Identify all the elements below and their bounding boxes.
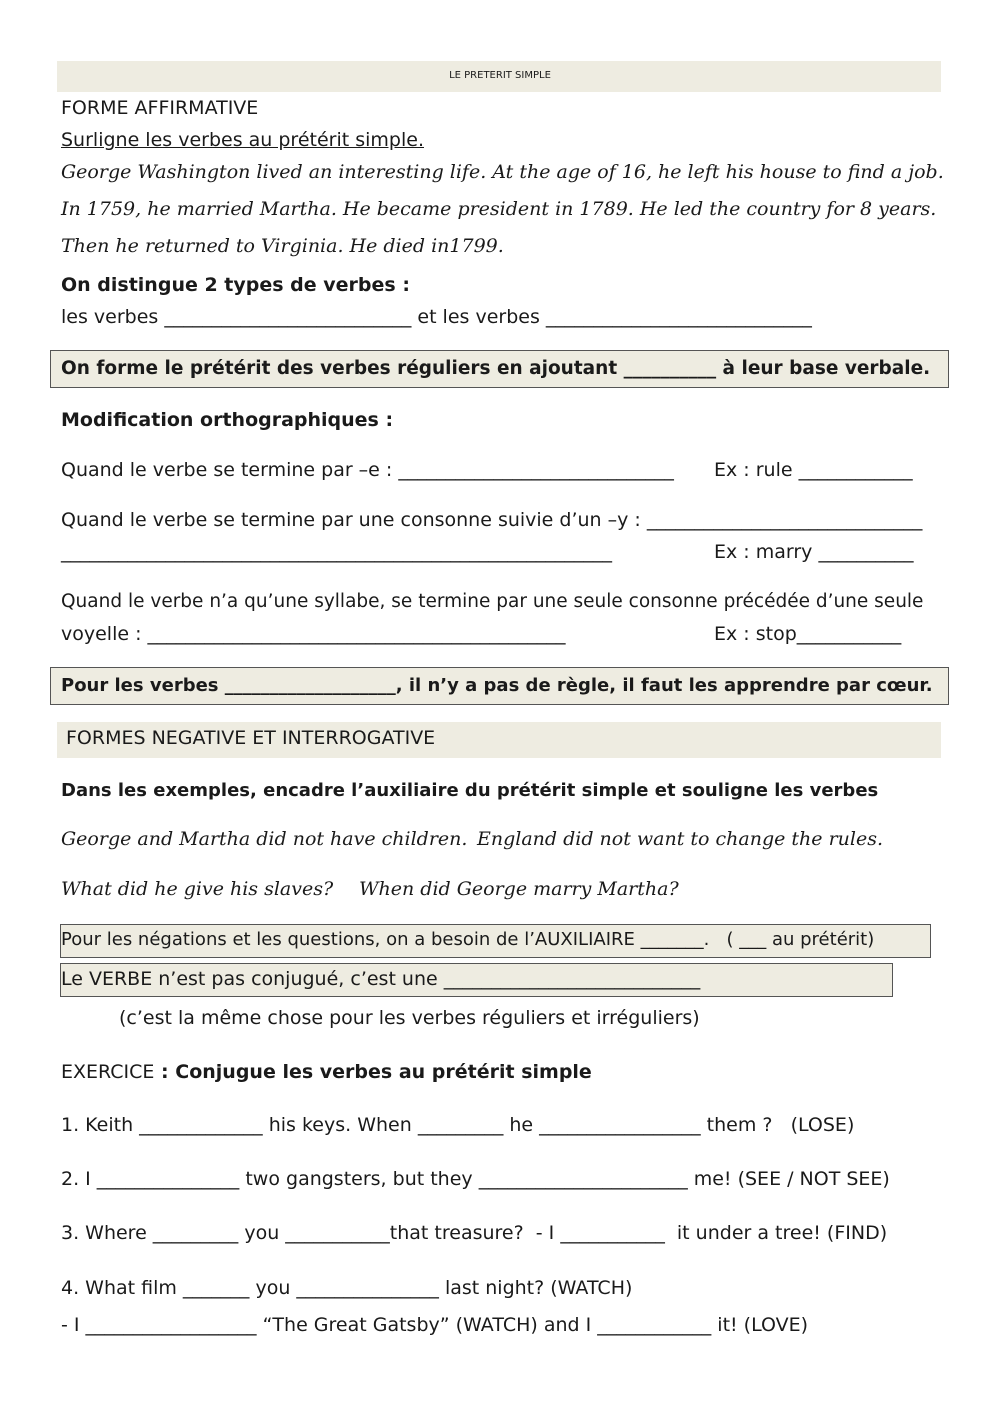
auxiliary-box-text: Pour les négations et les questions, on a besoin de l’AUXILIAIRE _______. ( ___ au prétérit) — [61, 929, 875, 950]
example-1a: George and Martha did not have children. — [61, 828, 468, 850]
instruction-highlight: Surligne les verbes au prétérit simple. — [61, 129, 424, 151]
text-line-1: George Washington lived an interesting life. At the age of 16, he left his house to find a job. — [61, 161, 944, 183]
modif-3-example: Ex : stop___________ — [714, 623, 902, 645]
exercise-label: EXERCICE — [61, 1061, 155, 1083]
section-heading-affirmative: FORME AFFIRMATIVE — [61, 97, 259, 119]
modif-2-example: Ex : marry __________ — [714, 541, 914, 563]
negative-instruction: Dans les exemples, encadre l’auxiliaire du prétérit simple et souligne les verbes — [61, 780, 879, 801]
example-1b: England did not want to change the rules. — [477, 828, 883, 850]
note: (c’est la même chose pour les verbes réguliers et irréguliers) — [119, 1007, 700, 1029]
example-2b: When did George marry Martha? — [359, 878, 679, 900]
text-line-2: In 1759, he married Martha. He became president in 1789. He led the country for 8 years. — [61, 198, 937, 220]
modif-2: Quand le verbe se termine par une consonne suivie d’un –y : _____________________________ — [61, 509, 923, 531]
modif-3-line: voyelle : ____________________________________________ — [61, 623, 566, 645]
irregular-box-text: Pour les verbes ___________________, il n’y a pas de règle, il faut les apprendre par cœur. — [61, 675, 933, 696]
rule-box-text: On forme le prétérit des verbes réguliers en ajoutant __________ à leur base verbale. — [61, 358, 931, 379]
exercise-item-4-answer: - I __________________ “The Great Gatsby” (WATCH) and I ____________ it! (LOVE) — [61, 1314, 809, 1336]
text-line-3: Then he returned to Virginia. He died in1799. — [61, 235, 504, 257]
example-2a: What did he give his slaves? — [61, 878, 334, 900]
modif-1: Quand le verbe se termine par –e : _____________________________ — [61, 459, 674, 481]
verb-box-text: Le VERBE n’est pas conjugué, c’est une ___________________________ — [61, 968, 701, 990]
exercise-title: : Conjugue les verbes au prétérit simple — [154, 1061, 592, 1083]
exercise-item-3: 3. Where _________ you ___________that treasure? - I ___________ it under a tree! (FIND) — [61, 1222, 888, 1244]
exercise-item-1: 1. Keith _____________ his keys. When _________ he _________________ them ? (LOSE) — [61, 1114, 855, 1136]
modif-2-line: __________________________________________________________ — [61, 541, 612, 563]
modif-heading: Modification orthographiques : — [61, 409, 394, 431]
verb-types-line: les verbes __________________________ et les verbes ____________________________ — [61, 306, 812, 328]
exercise-item-2: 2. I _______________ two gangsters, but they ______________________ me! (SEE / NOT SEE) — [61, 1168, 890, 1190]
page-title: LE PRETERIT SIMPLE — [449, 70, 551, 81]
modif-3: Quand le verbe n’a qu’une syllabe, se termine par une seule consonne précédée d’une seule — [61, 591, 924, 612]
exercise-item-4: 4. What film _______ you _______________ last night? (WATCH) — [61, 1277, 633, 1299]
modif-1-example: Ex : rule ____________ — [714, 459, 913, 481]
exercise-heading — [61, 1060, 592, 1084]
verb-types-label: On distingue 2 types de verbes : — [61, 274, 410, 296]
section-heading-negative: FORMES NEGATIVE ET INTERROGATIVE — [66, 727, 436, 749]
